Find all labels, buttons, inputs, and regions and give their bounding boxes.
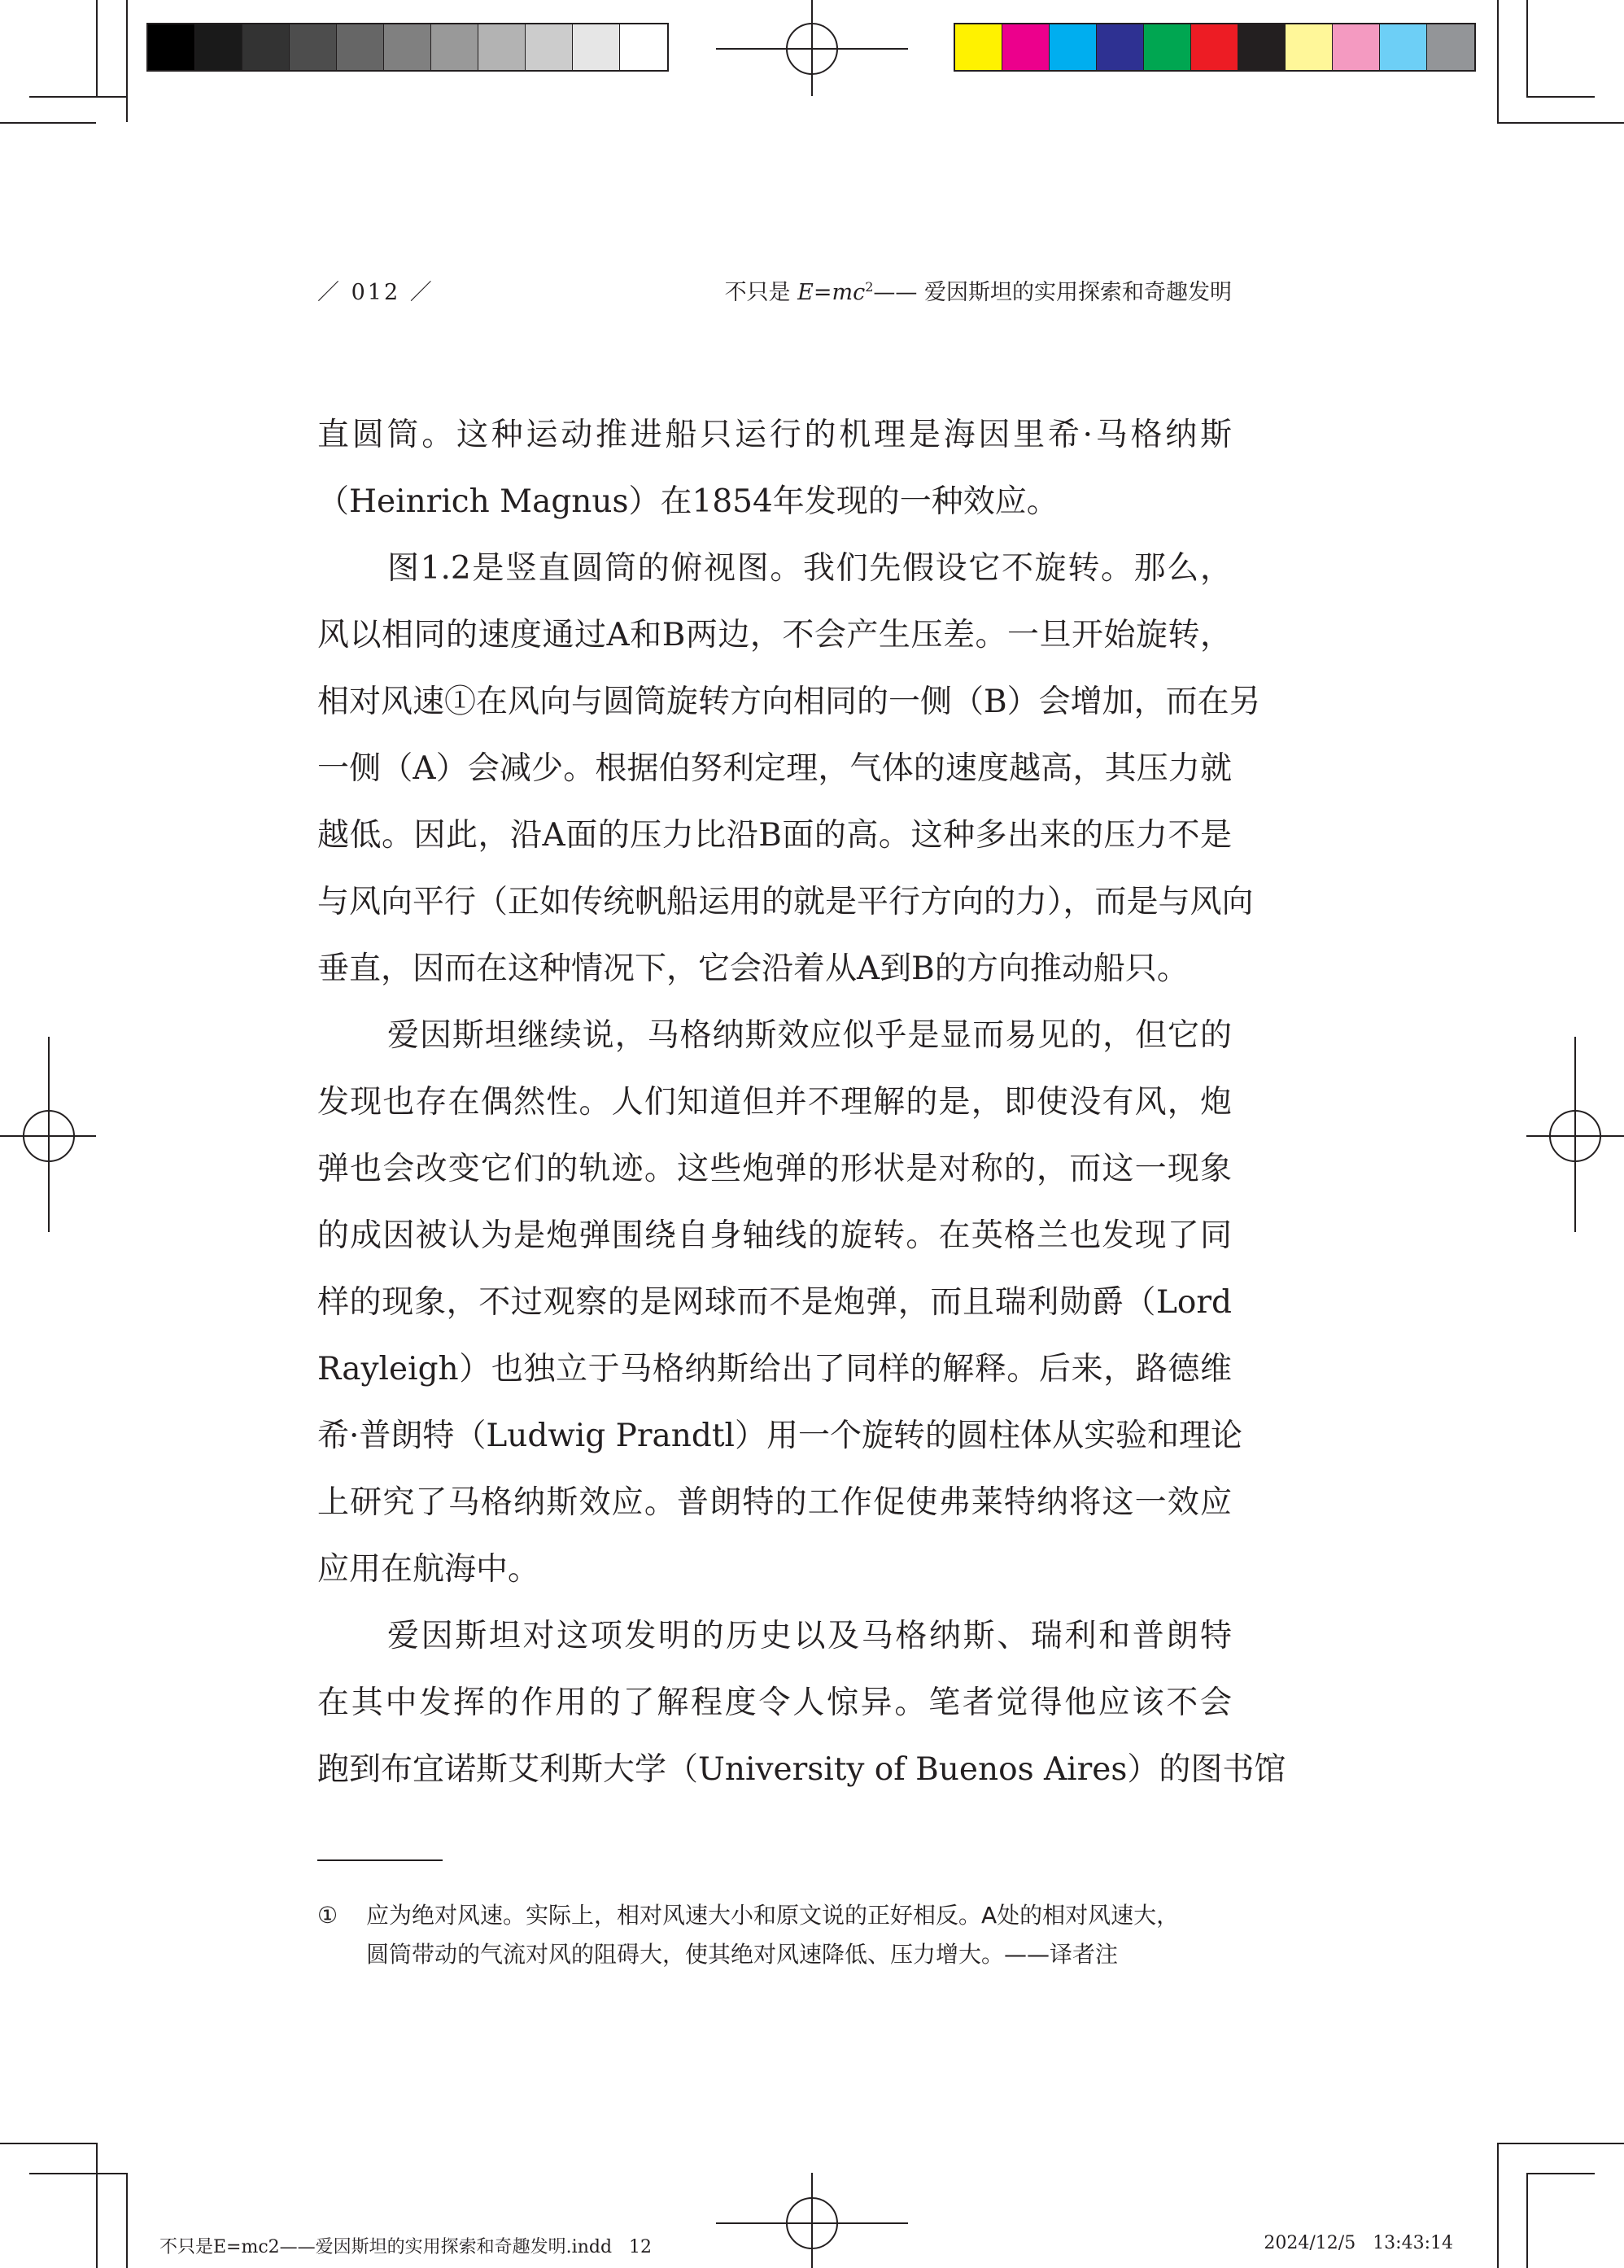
gray-swatch xyxy=(384,24,431,70)
color-swatch xyxy=(1238,24,1286,70)
crop-mark xyxy=(1497,2143,1499,2268)
text-line: 希·普朗特（Ludwig Prandtl）用一个旋转的圆柱体从实验和理论 xyxy=(317,1418,1242,1454)
text-line: 的成因被认为是炮弹围绕自身轴线的旋转。在英格兰也发现了同 xyxy=(317,1217,1232,1254)
running-title-superscript: 2 xyxy=(865,279,874,295)
crop-mark xyxy=(96,0,98,96)
color-swatch xyxy=(1097,24,1144,70)
footnote-rule xyxy=(317,1859,443,1861)
text-line: 图1.2是竖直圆筒的俯视图。我们先假设它不旋转。那么， xyxy=(387,550,1232,587)
gray-swatch xyxy=(478,24,526,70)
crop-mark xyxy=(1526,2173,1528,2268)
color-swatch xyxy=(955,24,1002,70)
footnote xyxy=(317,1896,1232,1974)
text-line: 越低。因此，沿A面的压力比沿B面的高。这种多出来的压力不是 xyxy=(317,817,1232,854)
paragraph xyxy=(317,535,1261,1003)
text-line: Rayleigh）也独立于马格纳斯给出了同样的解释。后来，路德维 xyxy=(317,1351,1232,1387)
crop-mark xyxy=(1497,0,1499,122)
gray-swatch xyxy=(242,24,290,70)
text-line: （Heinrich Magnus）在1854年发现的一种效应。 xyxy=(317,483,1059,520)
gray-swatch xyxy=(148,24,195,70)
running-title-formula: E=mc xyxy=(797,280,866,305)
crop-mark xyxy=(1526,2173,1595,2174)
color-swatch xyxy=(1191,24,1238,70)
crop-mark xyxy=(126,0,128,122)
crop-mark xyxy=(1497,2143,1624,2144)
crop-mark xyxy=(126,2173,128,2268)
gray-swatch xyxy=(195,24,242,70)
grayscale-bar xyxy=(146,23,669,72)
text-line: 应用在航海中。 xyxy=(317,1551,540,1588)
color-swatch xyxy=(1427,24,1474,70)
text-line: 一侧（A）会减少。根据伯努利定理，气体的速度越高，其压力就 xyxy=(317,750,1232,787)
color-swatch xyxy=(1002,24,1050,70)
footnote-line: 圆筒带动的气流对风的阻碍大，使其绝对风速降低、压力增大。——译者注 xyxy=(366,1941,1119,1968)
text-line: 垂直，因而在这种情况下，它会沿着从A到B的方向推动船只。 xyxy=(317,950,1189,987)
gray-swatch xyxy=(573,24,620,70)
body-text xyxy=(317,402,1286,1803)
text-line: 弹也会改变它们的轨迹。这些炮弹的形状是对称的，而这一现象 xyxy=(317,1151,1232,1187)
text-line: 爱因斯坦对这项发明的历史以及马格纳斯、瑞利和普朗特 xyxy=(387,1618,1232,1654)
crop-mark xyxy=(1526,96,1595,98)
crop-mark xyxy=(29,2173,127,2174)
gray-swatch xyxy=(431,24,478,70)
text-line: 与风向平行（正如传统帆船运用的就是平行方向的力），而是与风向 xyxy=(317,884,1254,920)
color-swatch xyxy=(1286,24,1333,70)
gray-swatch xyxy=(620,24,667,70)
crop-mark xyxy=(0,122,96,124)
crop-mark xyxy=(1526,0,1528,96)
page-number: ／ 012 ／ xyxy=(317,280,434,305)
color-bar xyxy=(954,23,1476,72)
text-line: 上研究了马格纳斯效应。普朗特的工作促使弗莱特纳将这一效应 xyxy=(317,1484,1232,1521)
text-line: 跑到布宜诺斯艾利斯大学（University of Buenos Aires）的图书馆 xyxy=(317,1751,1286,1788)
footnote-mark: ① xyxy=(317,1902,338,1929)
slug-datetime: 2024/12/5 13:43:14 xyxy=(1264,2233,1453,2253)
text-line: 直圆筒。这种运动推进船只运行的机理是海因里希·马格纳斯 xyxy=(317,417,1232,453)
color-swatch xyxy=(1144,24,1191,70)
slug-filename: 不只是E=mc2——爱因斯坦的实用探索和奇趣发明.indd 12 xyxy=(159,2237,653,2257)
paragraph xyxy=(317,1603,1286,1803)
gray-swatch xyxy=(290,24,337,70)
crop-mark xyxy=(1497,122,1624,124)
footnote-text-1: 应为绝对风速。实际上，相对风速大小和原文说的正好相反。A处的相对风速大， xyxy=(366,1902,1180,1929)
crop-mark xyxy=(96,2143,98,2268)
running-title xyxy=(725,274,1232,306)
running-title-suffix: —— 爱因斯坦的实用探索和奇趣发明 xyxy=(873,280,1232,305)
gray-swatch xyxy=(337,24,384,70)
crop-mark xyxy=(29,96,127,98)
paragraph xyxy=(317,1003,1242,1603)
paragraph xyxy=(317,402,1232,535)
crop-mark xyxy=(0,2143,96,2144)
text-line: 相对风速①在风向与圆筒旋转方向相同的一侧（B）会增加，而在另 xyxy=(317,684,1261,720)
text-line: 爱因斯坦继续说，马格纳斯效应似乎是显而易见的，但它的 xyxy=(387,1017,1232,1054)
text-line: 在其中发挥的作用的了解程度令人惊异。笔者觉得他应该不会 xyxy=(317,1685,1232,1721)
text-line: 风以相同的速度通过A和B两边，不会产生压差。一旦开始旋转， xyxy=(317,617,1232,653)
footnote-line xyxy=(317,1896,1232,1935)
color-swatch xyxy=(1333,24,1380,70)
text-line: 发现也存在偶然性。人们知道但并不理解的是，即使没有风，炮 xyxy=(317,1084,1232,1121)
text-line: 样的现象，不过观察的是网球而不是炮弹，而且瑞利勋爵（Lord xyxy=(317,1284,1232,1321)
running-title-prefix: 不只是 xyxy=(724,280,791,305)
color-swatch xyxy=(1050,24,1097,70)
color-swatch xyxy=(1380,24,1427,70)
gray-swatch xyxy=(526,24,573,70)
